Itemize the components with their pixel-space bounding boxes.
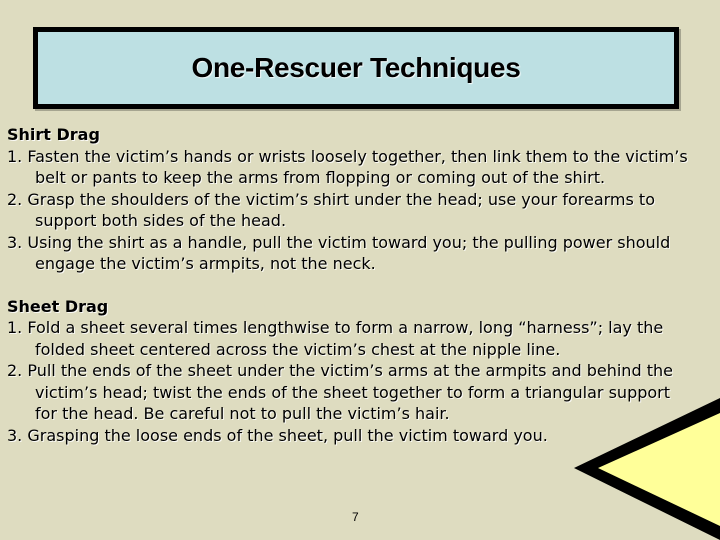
page-number: 7 — [352, 510, 359, 524]
sheet-drag-step-3: 3. Grasping the loose ends of the sheet, pull the victim toward you. — [7, 425, 548, 445]
section-heading-sheet-drag: Sheet Drag — [7, 296, 109, 316]
section-heading-shirt-drag: Shirt Drag — [7, 125, 100, 144]
shirt-drag-step-1: 1. Fasten the victim’s hands or wrists loosely together, then link them to the victim’s belt or pants to keep the arms from flopping or coming out of the shirt. — [7, 146, 688, 187]
shirt-drag-step-2: 2. Grasp the shoulders of the victim’s shirt under the head; use your forearms to support both sides of the head. — [7, 189, 655, 230]
slide-title: One-Rescuer Techniques — [191, 52, 521, 83]
title-box — [33, 27, 679, 109]
sheet-drag-step-2: 2. Pull the ends of the sheet under the victim’s arms at the armpits and behind the victim’s head; twist the ends of the sheet together to form a triangular support for the head. Be careful not to pull the victim’s hair. — [7, 361, 673, 423]
shirt-drag-step-3: 3. Using the shirt as a handle, pull the victim toward you; the pulling power should engage the victim’s armpits, not the neck. — [7, 232, 671, 273]
triangle-pointer-icon[interactable] — [570, 398, 720, 540]
sheet-drag-step-1: 1. Fold a sheet several times lengthwise to form a narrow, long “harness”; lay the folded sheet centered across the victim’s chest at the nipple line. — [7, 318, 664, 359]
